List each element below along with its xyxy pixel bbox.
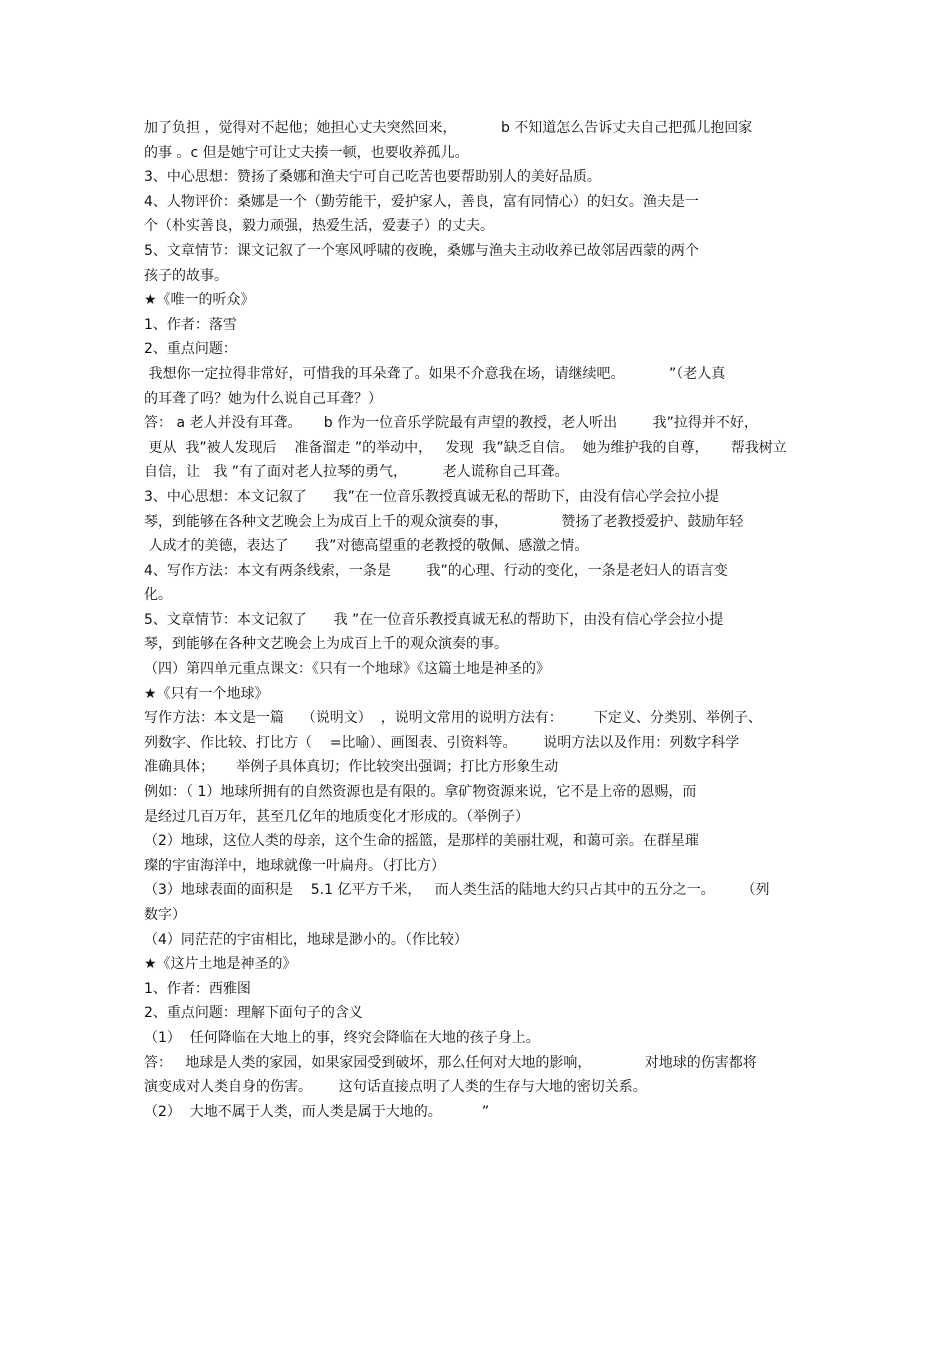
- text-line: 2、重点问题：理解下面句子的含义: [144, 1005, 363, 1022]
- text-line: 化。: [144, 587, 172, 604]
- text-line: 4、人物评价：桑娜是一个（勤劳能干，爱护家人，善良，富有同情心）的妇女。渔夫是一: [144, 193, 699, 210]
- text-line: 数字）: [144, 907, 186, 923]
- text-line: 自信，让 我 ”有了面对老人拉琴的勇气， 老人谎称自己耳聋。: [144, 464, 569, 481]
- text-line: （2）地球，这位人类的母亲，这个生命的摇篮，是那样的美丽壮观，和蔼可亲。在群星璀: [144, 833, 699, 850]
- text-line: 人成才的美德，表达了 我”对德高望重的老教授的敬佩、感激之情。: [144, 538, 589, 555]
- section-heading: ★《唯一的听众》: [144, 292, 255, 309]
- text-line: 加了负担 ，觉得对不起他；她担心丈夫突然回来， b 不知道怎么告诉丈夫自己把孤儿抱回家: [144, 120, 753, 136]
- text-line: 5、文章情节：课文记叙了一个寒风呼啸的夜晚，桑娜与渔夫主动收养已故邻居西蒙的两个: [144, 242, 699, 259]
- section-heading: ★《这片土地是神圣的》: [144, 956, 297, 973]
- text-line: 3、中心思想：本文记叙了 我”在一位音乐教授真诚无私的帮助下，由没有信心学会拉小提: [144, 488, 719, 505]
- text-line: 的事 。c 但是她宁可让丈夫揍一顿，也要收养孤儿。: [144, 144, 469, 161]
- text-line: 写作方法：本文是一篇 （说明文） ，说明文常用的说明方法有： 下定义、分类别、举例子、: [144, 710, 762, 727]
- text-line: 是经过几百万年，甚至几亿年的地质变化才形成的。（举例子）: [144, 808, 529, 825]
- text-line: 2、重点问题：: [144, 341, 237, 358]
- text-line: 更从 我”被人发现后 准备溜走 ”的举动中， 发现 我”缺乏自信。 她为维护我的自尊， 帮我树立: [144, 439, 787, 456]
- text-line: 个（朴实善良，毅力顽强，热爱生活，爱妻子）的丈夫。: [144, 218, 494, 235]
- text-line: 的耳聋了吗？她为什么说自己耳聋？）: [144, 390, 382, 407]
- text-line: 1、作者：落雪: [144, 316, 237, 333]
- text-line: 4、写作方法：本文有两条线索，一条是 我”的心理、行动的变化，一条是老妇人的语言变: [144, 562, 728, 579]
- text-line: 演变成对人类自身的伤害。 这句话直接点明了人类的生存与大地的密切关系。: [144, 1079, 647, 1096]
- text-line: （4）同茫茫的宇宙相比，地球是渺小的。（作比较）: [144, 931, 468, 948]
- text-line: 我想你一定拉得非常好，可惜我的耳朵聋了。如果不介意我在场，请继续吧。 ”（老人真: [144, 365, 726, 382]
- text-line: 5、文章情节：本文记叙了 我 ”在一位音乐教授真诚无私的帮助下，由没有信心学会拉小提: [144, 611, 724, 628]
- text-line: 例如：（ 1）地球所拥有的自然资源也是有限的。拿矿物资源来说，它不是上帝的恩赐，而: [144, 784, 697, 801]
- text-line: 答： 地球是人类的家园，如果家园受到破坏，那么任何对大地的影响， 对地球的伤害都将: [144, 1054, 757, 1071]
- text-line: 璨的宇宙海洋中，地球就像一叶扁舟。（打比方）: [144, 857, 445, 874]
- text-line: （3）地球表面的面积是 5.1 亿平方千米， 而人类生活的陆地大约只占其中的五分之一。 （列: [144, 882, 770, 899]
- document-body: [144, 116, 814, 1124]
- text-line: 准确具体； 举例子具体真切；作比较突出强调；打比方形象生动: [144, 759, 559, 776]
- text-line: 琴，到能够在各种文艺晚会上为成百上千的观众演奏的事， 赞扬了老教授爱护、鼓励年轻: [144, 513, 744, 530]
- text-line: （1） 任何降临在大地上的事，终究会降临在大地的孩子身上。: [144, 1029, 540, 1046]
- text-line: 孩子的故事。: [144, 267, 228, 284]
- section-heading: ★《只有一个地球》: [144, 685, 269, 702]
- text-line: （2） 大地不属于人类，而人类是属于大地的。 ”: [144, 1103, 490, 1120]
- text-line: 3、中心思想：赞扬了桑娜和渔夫宁可自己吃苦也要帮助别人的美好品质。: [144, 169, 601, 186]
- text-line: 答： a 老人并没有耳聋。 b 作为一位音乐学院最有声望的教授，老人听出 我”拉得并不好，: [144, 415, 758, 432]
- text-line: 琴，到能够在各种文艺晚会上为成百上千的观众演奏的事。: [144, 636, 508, 653]
- unit-heading: （四）第四单元重点课文：《只有一个地球》《这篇土地是神圣的》: [144, 661, 550, 678]
- text-line: 列数字、作比较、打比方（ =比喻）、画图表、引资料等。 说明方法以及作用：列数字科学: [144, 734, 740, 751]
- text-line: 1、作者：西雅图: [144, 980, 251, 997]
